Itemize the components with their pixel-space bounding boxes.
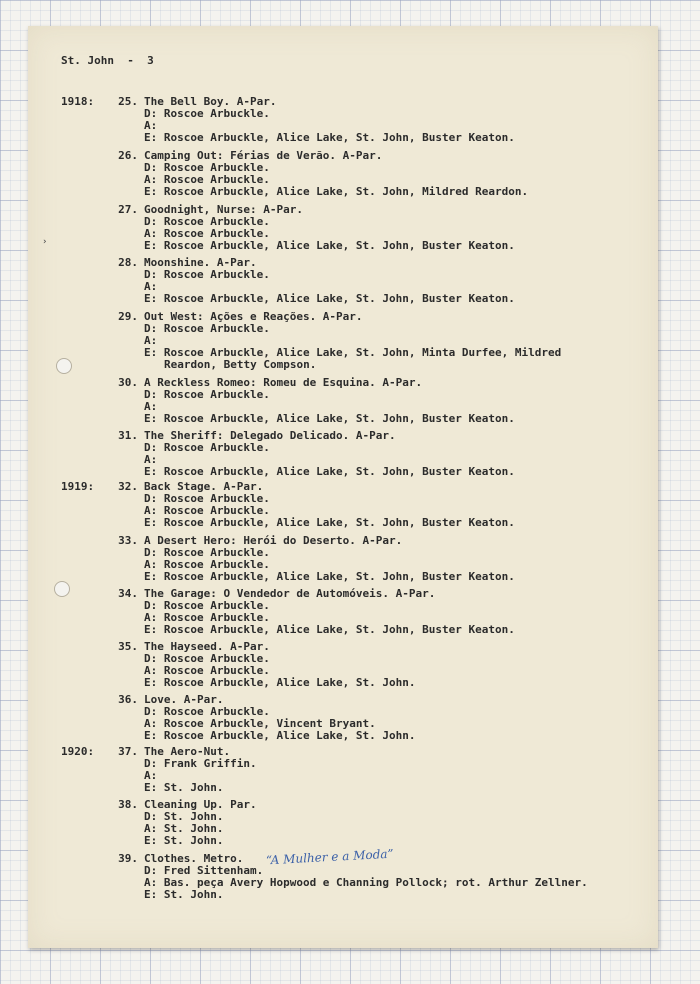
handwritten-note: “A Mulher e a Moda” [265,846,394,868]
entry-cast: E: Roscoe Arbuckle, Alice Lake, St. John, Buster Keaton. [144,131,515,144]
entry-director: D: Roscoe Arbuckle. [144,161,270,174]
entry-cast: E: Roscoe Arbuckle, Alice Lake, St. John, Buster Keaton. [144,570,515,583]
entry-director: D: Fred Sittenham. [144,864,264,877]
entry-director: D: Roscoe Arbuckle. [144,546,270,559]
entry-number: 26. [118,149,138,162]
year-1919: 1919: [61,480,95,493]
entry-title: The Hayseed. A-Par. [144,640,270,653]
entry-title: A Desert Hero: Herói do Deserto. A-Par. [144,534,403,547]
entry-title: A Reckless Romeo: Romeu de Esquina. A-Par. [144,376,423,389]
entry-number: 34. [118,587,138,600]
entry-title: Back Stage. A-Par. [144,480,264,493]
entry-author: A: Roscoe Arbuckle. [144,664,270,677]
entry-title: The Sheriff: Delegado Delicado. A-Par. [144,429,396,442]
entry-author: A: Roscoe Arbuckle. [144,611,270,624]
entry-author: A: [144,334,158,347]
entry-number: 29. [118,310,138,323]
typed-page [28,26,658,948]
entry-author: A: [144,769,158,782]
year-1920: 1920: [61,745,95,758]
entry-title: Cleaning Up. Par. [144,798,257,811]
entry-director: D: Roscoe Arbuckle. [144,492,270,505]
entry-number: 30. [118,376,138,389]
entry-director: D: Roscoe Arbuckle. [144,388,270,401]
entry-number: 33. [118,534,138,547]
entry-title: Moonshine. A-Par. [144,256,257,269]
entry-cast: E: St. John. [144,888,224,901]
page-header: St. John - 3 [61,54,154,67]
entry-cast: E: Roscoe Arbuckle, Alice Lake, St. John, Buster Keaton. [144,412,515,425]
entry-number: 28. [118,256,138,269]
entry-cast-continued: Reardon, Betty Compson. [164,358,317,371]
entry-title: Goodnight, Nurse: A-Par. [144,203,303,216]
entry-director: D: Roscoe Arbuckle. [144,705,270,718]
entry-director: D: Roscoe Arbuckle. [144,441,270,454]
entry-cast: E: Roscoe Arbuckle, Alice Lake, St. John. [144,729,416,742]
entry-cast: E: Roscoe Arbuckle, Alice Lake, St. John, Buster Keaton. [144,292,515,305]
entry-author: A: [144,453,158,466]
entry-cast: E: Roscoe Arbuckle, Alice Lake, St. John, Mildred Reardon. [144,185,529,198]
entry-cast: E: Roscoe Arbuckle, Alice Lake, St. John. [144,676,416,689]
entry-author: A: Roscoe Arbuckle. [144,173,270,186]
entry-cast: E: Roscoe Arbuckle, Alice Lake, St. John, Buster Keaton. [144,516,515,529]
entry-number: 38. [118,798,138,811]
entry-author: A: [144,400,158,413]
entry-author: A: [144,119,158,132]
entry-director: D: Roscoe Arbuckle. [144,268,270,281]
entry-number: 27. [118,203,138,216]
entry-cast: E: St. John. [144,834,224,847]
entry-number: 37. [118,745,138,758]
entry-author: A: Roscoe Arbuckle. [144,504,270,517]
entry-author: A: Roscoe Arbuckle. [144,227,270,240]
entry-cast: E: Roscoe Arbuckle, Alice Lake, St. John, Buster Keaton. [144,465,515,478]
entry-author: A: Roscoe Arbuckle, Vincent Bryant. [144,717,376,730]
entry-director: D: Roscoe Arbuckle. [144,107,270,120]
entry-cast: E: Roscoe Arbuckle, Alice Lake, St. John, Buster Keaton. [144,623,515,636]
entry-number: 39. [118,852,138,865]
entry-title: Love. A-Par. [144,693,224,706]
entry-director: D: Frank Griffin. [144,757,257,770]
entry-title: The Garage: O Vendedor de Automóveis. A-Par. [144,587,436,600]
entry-author: A: [144,280,158,293]
entry-director: D: St. John. [144,810,224,823]
entry-director: D: Roscoe Arbuckle. [144,322,270,335]
entry-number: 36. [118,693,138,706]
entry-number: 35. [118,640,138,653]
year-1918: 1918: [61,95,95,108]
entry-cast: E: St. John. [144,781,224,794]
entry-cast: E: Roscoe Arbuckle, Alice Lake, St. John, Minta Durfee, Mildred [144,346,562,359]
entry-number: 25. [118,95,138,108]
entry-title: Clothes. Metro. [144,852,244,865]
entry-author: A: Roscoe Arbuckle. [144,558,270,571]
entry-cast: E: Roscoe Arbuckle, Alice Lake, St. John, Buster Keaton. [144,239,515,252]
entry-number: 32. [118,480,138,493]
entry-author: A: Bas. peça Avery Hopwood e Channing Pollock; rot. Arthur Zellner. [144,876,588,889]
entry-director: D: Roscoe Arbuckle. [144,599,270,612]
margin-mark: › [42,237,48,247]
entry-title: The Bell Boy. A-Par. [144,95,277,108]
entry-title: Camping Out: Férias de Verão. A-Par. [144,149,383,162]
entry-director: D: Roscoe Arbuckle. [144,215,270,228]
entry-director: D: Roscoe Arbuckle. [144,652,270,665]
entry-title: Out West: Ações e Reações. A-Par. [144,310,363,323]
entry-title: The Aero-Nut. [144,745,231,758]
punch-hole [56,358,72,374]
entry-number: 31. [118,429,138,442]
entry-author: A: St. John. [144,822,224,835]
